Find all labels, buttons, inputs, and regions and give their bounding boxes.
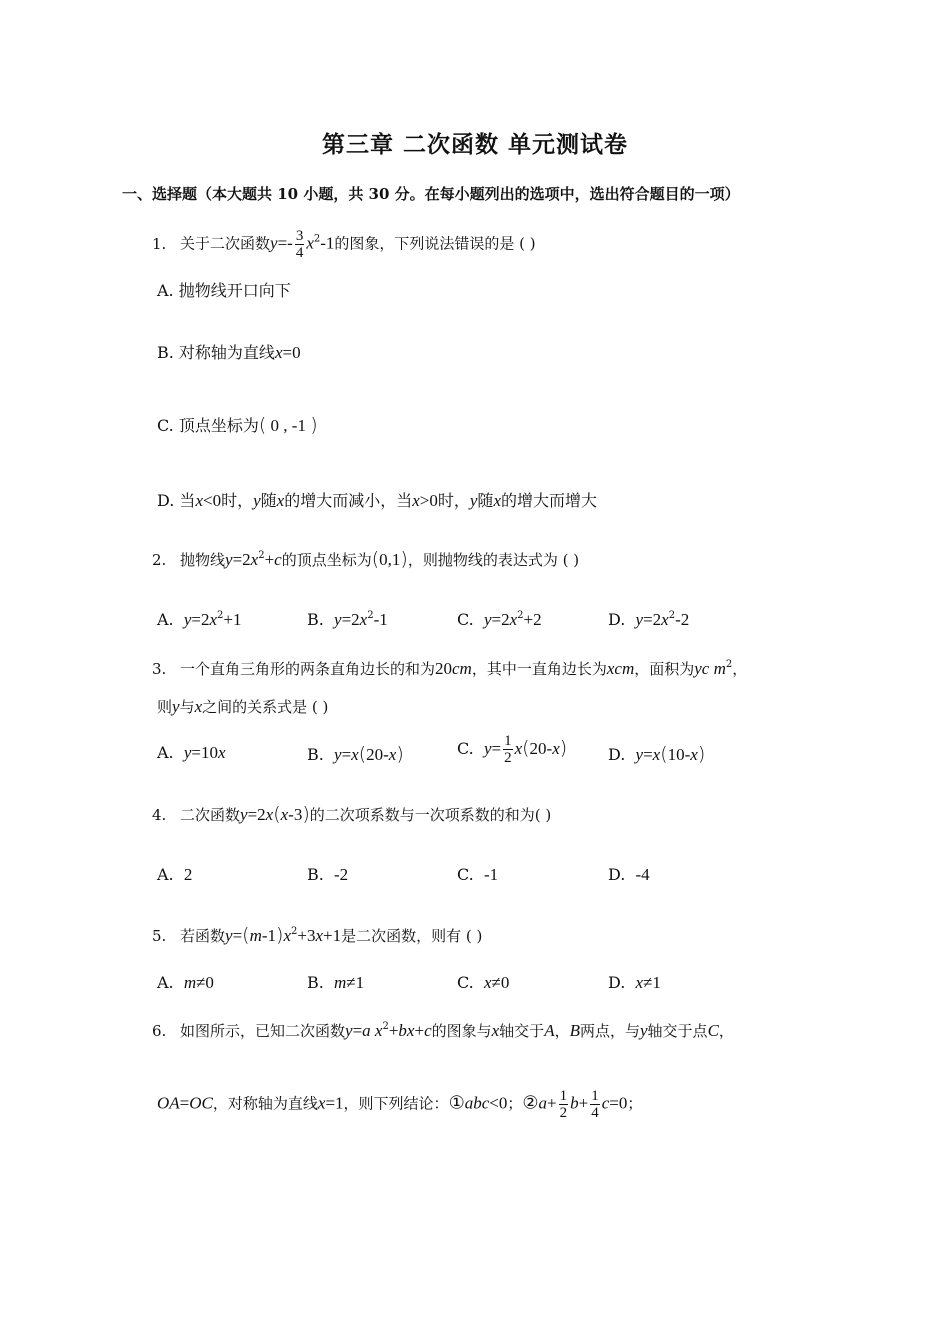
question-2: 2. 抛物线$y=2x^2+c$的顶点坐标为(0,1)，则抛物线的表达式为 ( ) xyxy=(152,548,580,570)
q1-option-a[interactable]: A. 抛物线开口向下 xyxy=(157,281,291,300)
q4-option-d[interactable]: D. -4 xyxy=(608,865,650,884)
question-3: 3. 一个直角三角形的两条直角边长的和为20cm，其中一直角边长为xcm，面积为yc $m^2$， xyxy=(152,659,748,678)
q2-option-d[interactable]: D. $y=2x^2-2$ xyxy=(608,610,690,629)
q1-option-c[interactable]: C. 顶点坐标为( 0 , -1 ) xyxy=(157,414,318,436)
question-6-line-2: OA=OC，对称轴为直线x=1，则下列结论：①abc<0；②a+ $\frac{1}{2}$ b+ $\frac{1}{4}$ c=0； xyxy=(157,1088,643,1121)
question-4: 4. 二次函数y=2x(x-3)的二次项系数与一次项系数的和为( ) xyxy=(152,803,552,825)
q5-option-c[interactable]: C. x≠0 xyxy=(457,973,510,992)
q3-option-c[interactable]: C. y= $\frac{1}{2}$ x(20-x) xyxy=(457,733,568,766)
q4-option-c[interactable]: C. -1 xyxy=(457,865,499,884)
question-number: 1. xyxy=(152,234,167,253)
q2-option-b[interactable]: B. $y=2x^2-1$ xyxy=(307,610,388,629)
q5-option-a[interactable]: A. m≠0 xyxy=(157,973,214,992)
page-title: 第三章 二次函数 单元测试卷 xyxy=(321,131,628,158)
section-heading: 一、选择题（本大题共 10 小题，共 30 分。在每小题列出的选项中，选出符合题目的一项） xyxy=(122,185,740,203)
q1-option-d[interactable]: D. 当x<0时，y随x的增大而减小，当x>0时，y随x的增大而增大 xyxy=(157,491,597,510)
q2-option-c[interactable]: C. $y=2x^2+2$ xyxy=(457,610,542,629)
question-3-line-2: 则y与x之间的关系式是 ( ) xyxy=(157,697,329,716)
q1-option-b[interactable]: B. 对称轴为直线x=0 xyxy=(157,343,301,362)
q3-option-a[interactable]: A. y=10x xyxy=(157,743,226,762)
question-6: 6. 如图所示，已知二次函数y=a $x^2+bx+c$的图象与x轴交于A，B两点，与y轴交于点C， xyxy=(152,1021,734,1040)
q5-option-b[interactable]: B. m≠1 xyxy=(307,973,365,992)
q4-option-b[interactable]: B. -2 xyxy=(307,865,349,884)
q3-option-b[interactable]: B. y=x(20-x) xyxy=(307,743,404,765)
q4-option-a[interactable]: A. 2 xyxy=(157,865,193,884)
q3-option-d[interactable]: D. y=x(10-x) xyxy=(608,743,706,765)
question-1: 1. 关于二次函数y=- $\frac{3}{4}$ $x^2-1$的图象，下列说法错误的是 ( ) xyxy=(152,228,536,261)
question-5: 5. 若函数$y=(m-1)x^2+3x+1$是二次函数，则有 ( ) xyxy=(152,924,483,946)
q2-option-a[interactable]: A. $y=2x^2+1$ xyxy=(157,610,242,629)
q5-option-d[interactable]: D. x≠1 xyxy=(608,973,661,992)
